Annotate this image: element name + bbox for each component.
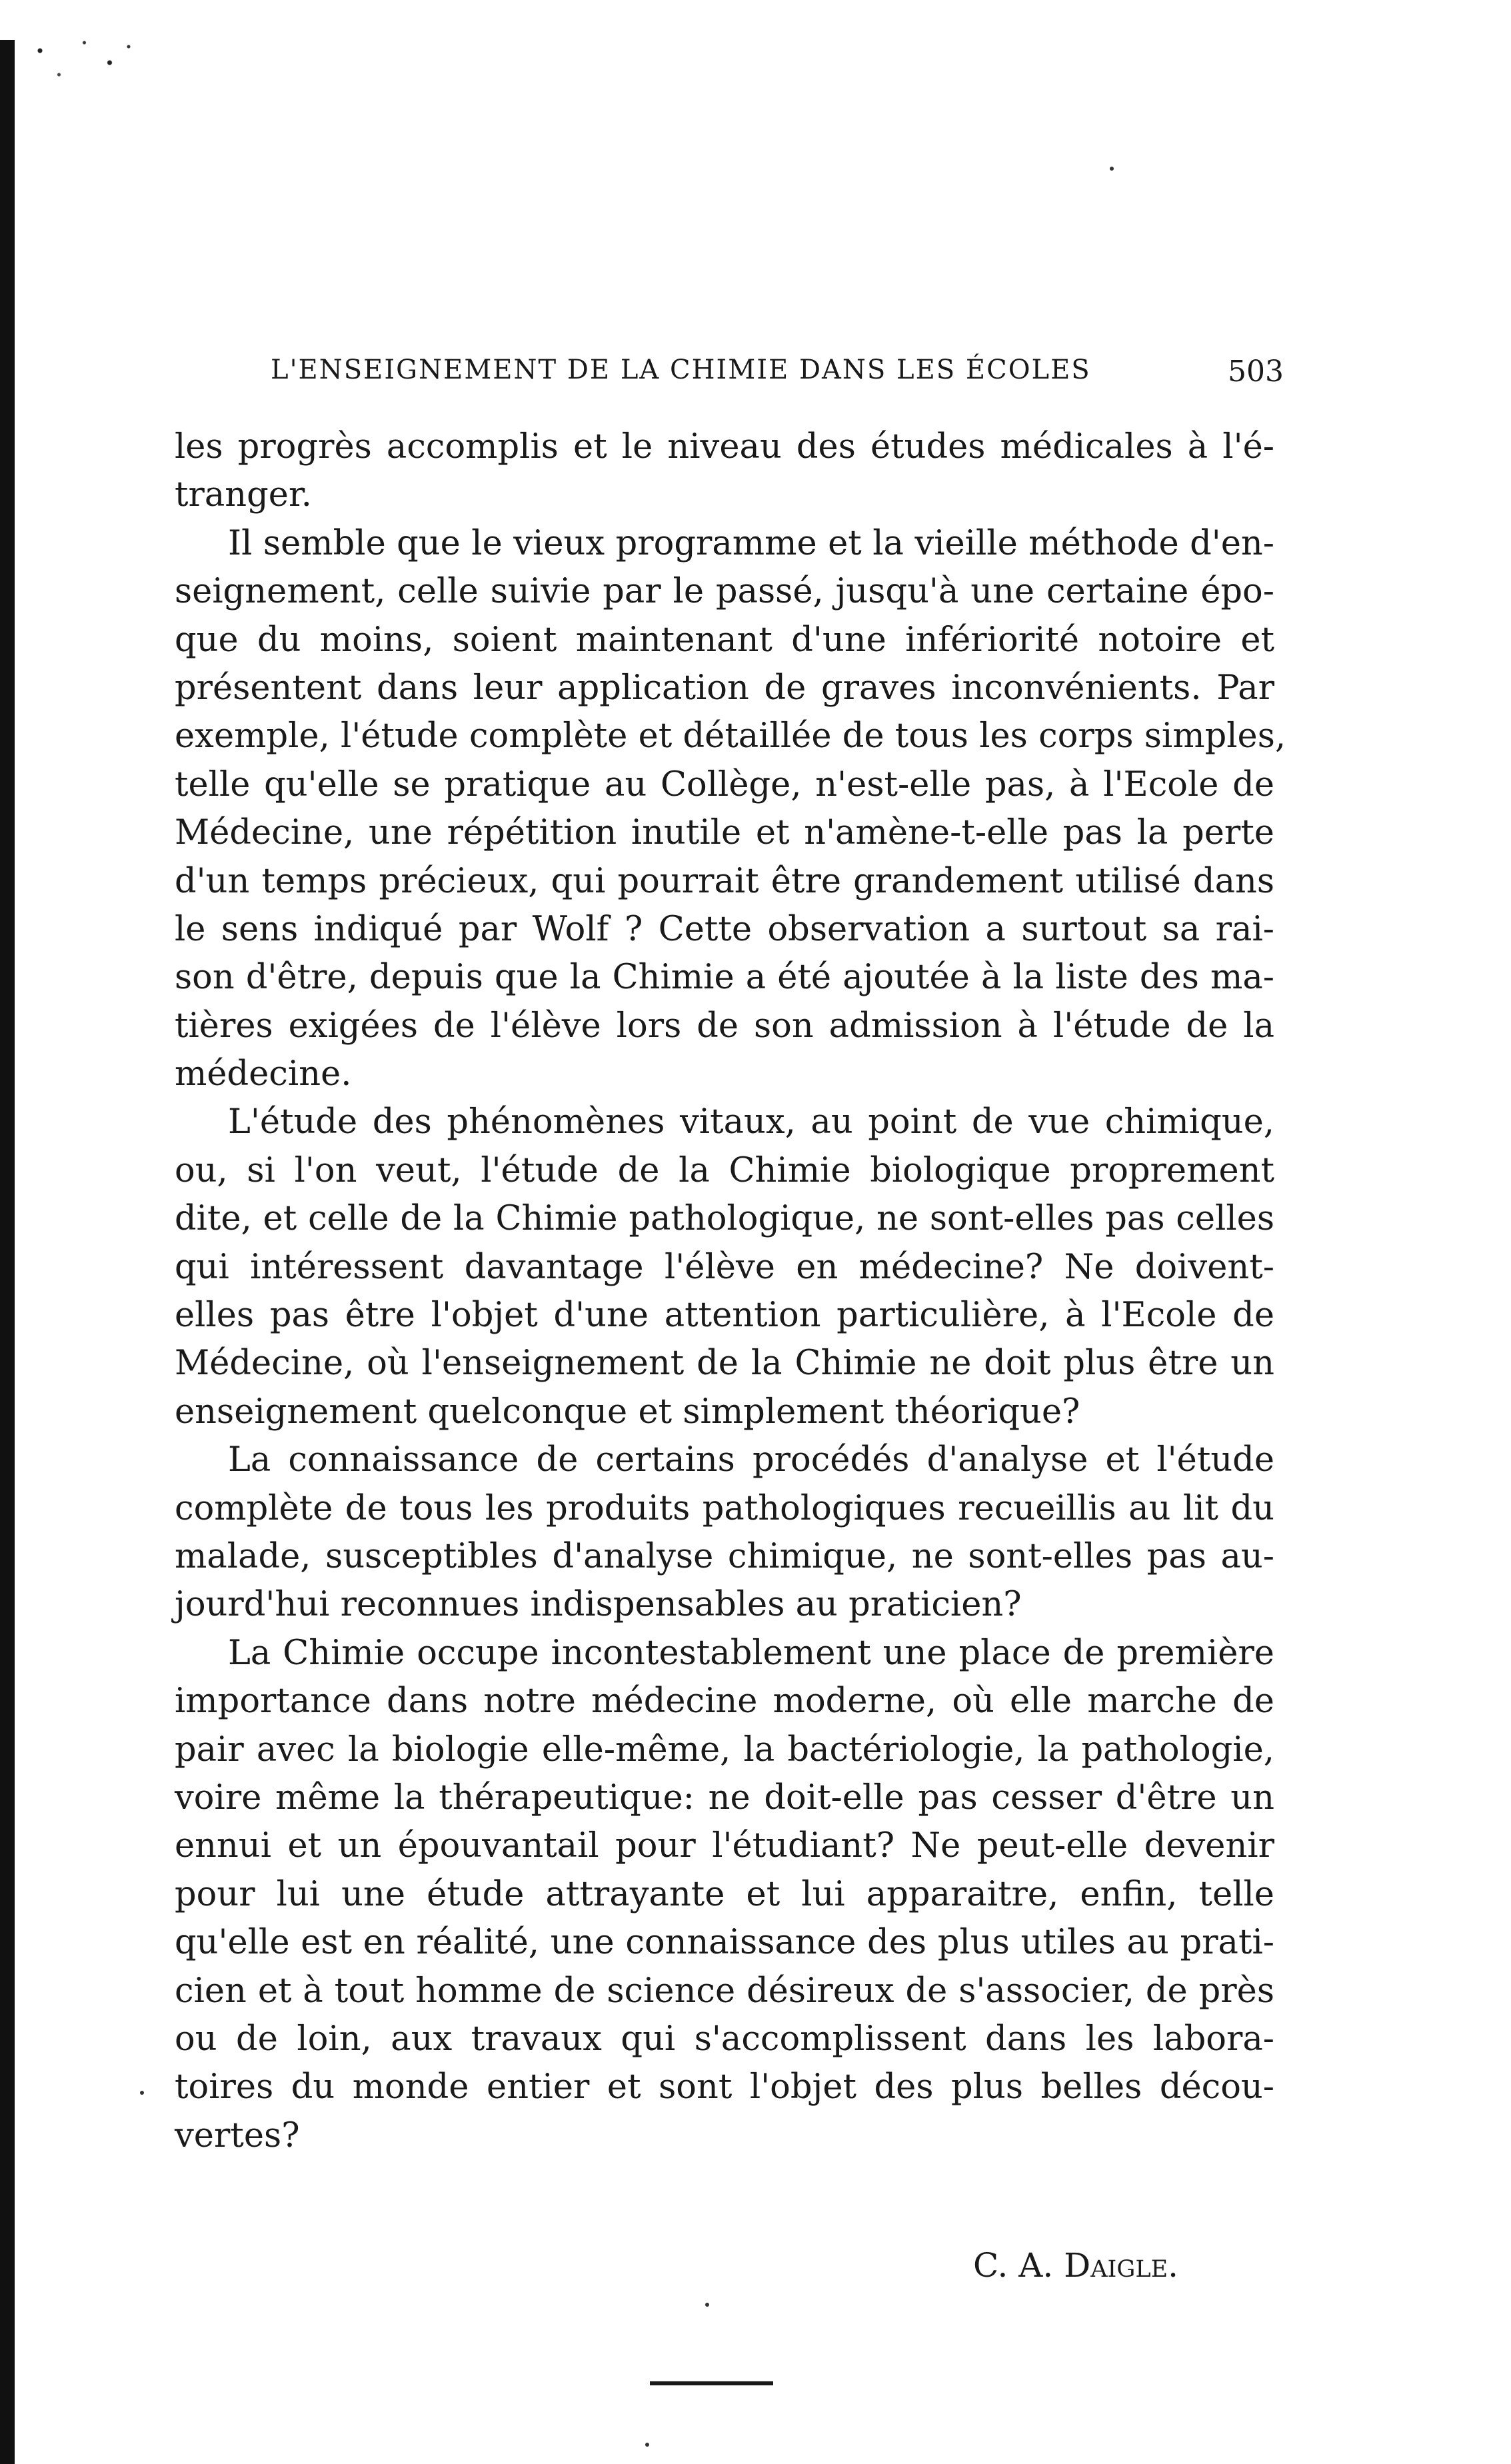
- text-line: dite, et celle de la Chimie pathologique, ne sont-elles pas celles: [175, 1199, 1274, 1239]
- running-title: L'ENSEIGNEMENT DE LA CHIMIE DANS LES ÉCOLES: [271, 355, 1091, 385]
- speck-mark: [1110, 167, 1114, 171]
- end-rule: [650, 2381, 773, 2385]
- text-line: ou, si l'on veut, l'étude de la Chimie biologique proprement: [175, 1150, 1274, 1190]
- text-line: pair avec la biologie elle-même, la bactériologie, la pathologie,: [175, 1730, 1274, 1770]
- text-line: exemple, l'étude complète et détaillée de tous les corps simples,: [175, 716, 1286, 756]
- text-line: La connaissance de certains procédés d'analyse et l'étude: [228, 1440, 1274, 1480]
- text-line: La Chimie occupe incontestablement une place de première: [228, 1633, 1274, 1673]
- speck-mark: [705, 2303, 709, 2307]
- text-line: complète de tous les produits pathologiques recueillis au lit du: [175, 1488, 1274, 1528]
- speck-mark: [140, 2091, 144, 2095]
- text-line: L'étude des phénomènes vitaux, au point de vue chimique,: [228, 1102, 1274, 1142]
- text-line: qui intéressent davantage l'élève en médecine? Ne doivent-: [175, 1247, 1274, 1287]
- text-line: pour lui une étude attrayante et lui apparaitre, enfin, telle: [175, 1874, 1274, 1914]
- article-body: [175, 423, 1286, 2160]
- signature-initials: C. A.: [973, 2246, 1054, 2285]
- text-line: toires du monde entier et sont l'objet des plus belles décou-: [175, 2067, 1274, 2107]
- text-line: telle qu'elle se pratique au Collège, n'est-elle pas, à l'Ecole de: [175, 764, 1274, 804]
- text-line: importance dans notre médecine moderne, où elle marche de: [175, 1682, 1274, 1722]
- text-line: médecine.: [175, 1054, 352, 1094]
- binding-edge: [0, 40, 15, 2464]
- text-line: que du moins, soient maintenant d'une infériorité notoire et: [175, 620, 1274, 660]
- text-line: d'un temps précieux, qui pourrait être grandement utilisé dans: [175, 861, 1274, 901]
- text-line: ou de loin, aux travaux qui s'accomplissent dans les labora-: [175, 2019, 1274, 2059]
- text-line: le sens indiqué par Wolf ? Cette observation a surtout sa rai-: [175, 909, 1274, 949]
- text-line: elles pas être l'objet d'une attention particulière, à l'Ecole de: [175, 1296, 1274, 1336]
- running-header: [271, 355, 1284, 401]
- text-line: cien et à tout homme de science désireux de s'associer, de près: [175, 1971, 1274, 2011]
- page-number: 503: [1228, 355, 1284, 389]
- text-line: tières exigées de l'élève lors de son admission à l'étude de la: [175, 1006, 1274, 1046]
- text-line: Médecine, où l'enseignement de la Chimie ne doit plus être un: [175, 1344, 1274, 1384]
- text-line: voire même la thérapeutique: ne doit-elle pas cesser d'être un: [175, 1778, 1274, 1818]
- text-line: son d'être, depuis que la Chimie a été ajoutée à la liste des ma-: [175, 958, 1274, 998]
- speck-mark: [645, 2443, 649, 2447]
- text-line: présentent dans leur application de graves inconvénients. Par: [175, 668, 1274, 708]
- text-line: Il semble que le vieux programme et la vieille méthode d'en-: [228, 523, 1274, 563]
- text-line: seignement, celle suivie par le passé, jusqu'à une certaine épo-: [175, 572, 1274, 612]
- author-signature: [973, 2246, 1178, 2285]
- text-line: qu'elle est en réalité, une connaissance des plus utiles au prati-: [175, 1923, 1274, 1963]
- text-line: tranger.: [175, 475, 312, 515]
- text-line: Médecine, une répétition inutile et n'amène-t-elle pas la perte: [175, 813, 1274, 853]
- text-line: malade, susceptibles d'analyse chimique, ne sont-elles pas au-: [175, 1536, 1274, 1576]
- text-line: vertes?: [175, 2115, 300, 2155]
- text-line: les progrès accomplis et le niveau des études médicales à l'é-: [175, 427, 1274, 467]
- text-line: enseignement quelconque et simplement théorique?: [175, 1392, 1080, 1432]
- text-line: ennui et un épouvantail pour l'étudiant? Ne peut-elle devenir: [175, 1826, 1274, 1866]
- signature-surname: Daigle.: [1064, 2246, 1179, 2285]
- binding-speckle: [15, 27, 141, 107]
- text-line: jourd'hui reconnues indispensables au praticien?: [175, 1585, 1022, 1625]
